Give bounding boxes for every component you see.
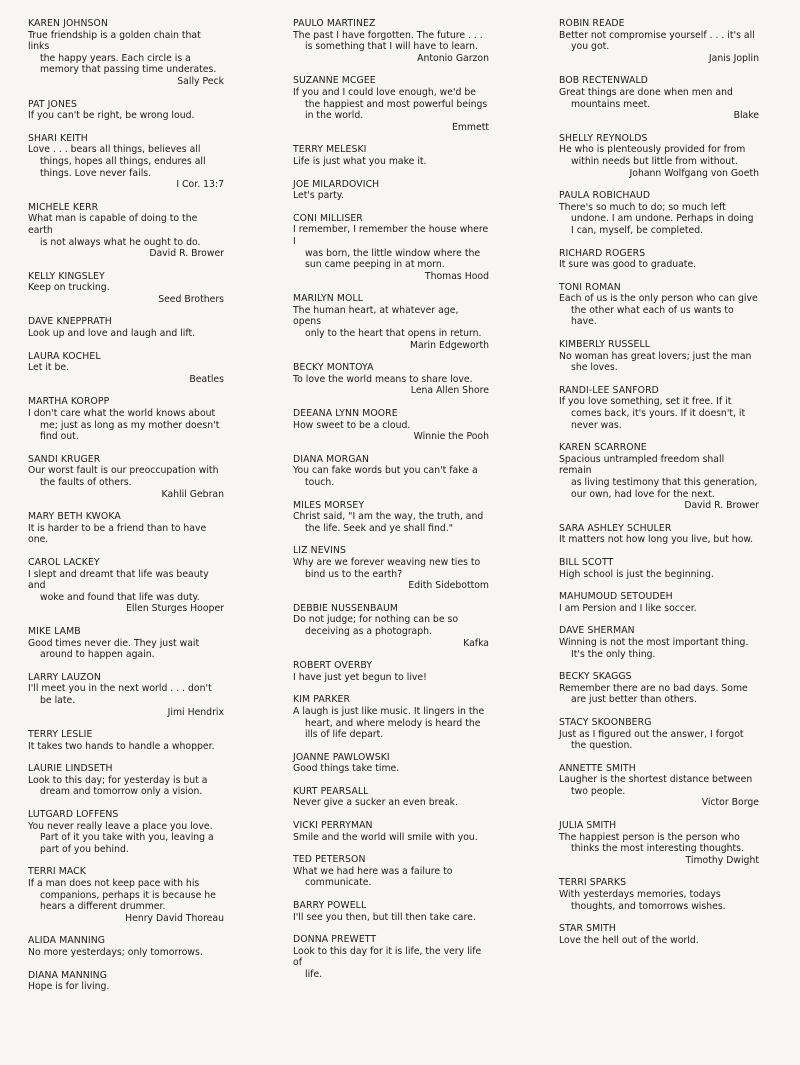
student-name: MARTHA KOROPP <box>28 396 110 408</box>
student-name: MILES MORSEY <box>293 499 365 511</box>
quote-line: Love the hell out of the world. <box>559 934 699 946</box>
student-name: ROBIN READE <box>559 18 625 29</box>
quote-entry <box>293 820 489 843</box>
quote-entry <box>293 854 489 889</box>
student-name: SHARI KEITH <box>28 132 88 144</box>
student-name: SANDI KRUGER <box>28 453 101 465</box>
quote-line: The human heart, at whatever age, opens <box>293 304 459 328</box>
student-name: CONI MILLISER <box>293 212 363 224</box>
quote-line: thoughts, and tomorrows wishes. <box>571 900 726 912</box>
quote-entry <box>293 545 489 591</box>
quote-line: It's the only thing. <box>571 648 656 660</box>
student-name: TERRY MELESKI <box>293 144 367 156</box>
student-name: ROBERT OVERBY <box>293 660 373 672</box>
quote-line: undone. I am undone. Perhaps in doing <box>571 213 754 225</box>
quote-line: comes back, it's yours. If it doesn't, it <box>571 408 746 420</box>
quote-line: Winning is not the most important thing. <box>559 636 749 648</box>
quote-entry <box>559 442 759 512</box>
quote-line: find out. <box>40 431 79 443</box>
quote-line: memory that passing time underates. <box>40 64 217 76</box>
student-name: SARA ASHLEY SCHULER <box>559 522 672 534</box>
student-name: RANDI-LEE SANFORD <box>559 384 659 396</box>
student-name: TONI ROMAN <box>559 281 621 293</box>
quote-entry <box>293 603 489 649</box>
column-1 <box>28 18 224 1004</box>
quote-line: me; just as long as my mother doesn't <box>40 419 220 431</box>
quote-author: Emmett <box>452 121 489 133</box>
student-name: DEBBIE NUSSENBAUM <box>293 602 399 614</box>
quote-entry <box>28 729 224 752</box>
student-name: MICHELE KERR <box>28 201 99 213</box>
quote-line: If you can't be right, be wrong loud. <box>28 110 195 122</box>
quote-line: The past I have forgotten. The future . . . <box>293 29 483 41</box>
quote-line: I have just yet begun to live! <box>293 671 427 683</box>
student-name: DAVE KNEPPRATH <box>28 316 112 328</box>
student-name: KELLY KINGSLEY <box>28 270 105 282</box>
quote-line: I'll meet you in the next world . . . don't <box>28 683 212 695</box>
quote-entry <box>559 190 759 236</box>
quote-entry <box>293 408 489 443</box>
quote-entry <box>28 809 224 855</box>
student-name: MARY BETH KWOKA <box>28 511 121 523</box>
student-name: BILL SCOTT <box>559 556 614 568</box>
quote-author: Beatles <box>189 373 224 385</box>
quote-line: she loves. <box>571 362 618 374</box>
quote-entry <box>28 133 224 191</box>
quote-line: If you and I could love enough, we'd be <box>293 86 476 98</box>
student-name: STAR SMITH <box>559 923 616 935</box>
quote-author: Johann Wolfgang von Goeth <box>629 167 759 179</box>
quote-line: If you love something, set it free. If it <box>559 396 732 408</box>
quote-line: sun came peeping in at morn. <box>305 259 445 271</box>
quote-line: as living testimony that this generation, <box>571 477 758 488</box>
quote-line: No woman has great lovers; just the man <box>559 350 752 362</box>
quote-entry <box>293 75 489 133</box>
quote-author: Lena Allen Shore <box>410 385 489 397</box>
quote-line: Christ said, "I am the way, the truth, and <box>293 511 484 523</box>
quote-line: is something that I will have to learn. <box>305 41 478 53</box>
quote-entry <box>293 900 489 923</box>
quote-entry <box>559 763 759 809</box>
quote-author: Victor Borge <box>701 797 759 809</box>
quote-line: is not always what he ought to do. <box>40 236 201 248</box>
quote-entry <box>28 626 224 661</box>
quote-entry <box>28 970 224 993</box>
quote-author: I Cor. 13:7 <box>176 179 224 191</box>
quote-line: The happiest person is the person who <box>559 831 740 843</box>
quote-line: Better not compromise yourself . . . it's all <box>559 29 755 41</box>
quote-line: With yesterdays memories, todays <box>559 889 721 901</box>
quote-entry <box>28 866 224 924</box>
quote-entry <box>28 18 224 88</box>
student-name: TERRI SPARKS <box>559 877 627 889</box>
student-name: DIANA MANNING <box>28 969 108 981</box>
quote-entry <box>28 202 224 260</box>
student-name: MAHUMOUD SETOUDEH <box>559 591 673 603</box>
quote-entry <box>559 591 759 614</box>
student-name: JULIA SMITH <box>559 820 617 832</box>
student-name: ANNETTE SMITH <box>559 762 636 774</box>
quote-line: heart, and where melody is heard the <box>305 717 481 729</box>
quote-entry <box>293 752 489 775</box>
quote-author: David R. Brower <box>149 248 224 260</box>
quote-author: Antonio Garzon <box>417 52 489 64</box>
quote-line: Keep on trucking. <box>28 282 110 294</box>
quote-entry <box>559 820 759 866</box>
quote-line: Part of it you take with you, leaving a <box>40 832 214 844</box>
quote-line: was born, the little window where the <box>305 247 481 259</box>
student-name: PAULO MARTINEZ <box>293 18 376 29</box>
quote-line: the happy years. Each circle is a <box>40 52 191 64</box>
quote-entry <box>559 625 759 660</box>
quote-line: Smile and the world will smile with you. <box>293 831 478 843</box>
quote-entry <box>28 763 224 798</box>
quote-line: Great things are done when men and <box>559 86 733 98</box>
quote-author: Henry David Thoreau <box>125 912 224 924</box>
quote-line: two people. <box>571 785 626 797</box>
student-name: PAT JONES <box>28 98 77 110</box>
student-name: BARRY POWELL <box>293 900 367 912</box>
student-name: CAROL LACKEY <box>28 556 100 568</box>
quote-line: I can, myself, be completed. <box>571 224 704 236</box>
quote-line: deceiving as a photograph. <box>305 625 433 637</box>
quote-line: Just as I figured out the answer, I forgot <box>559 728 744 740</box>
quote-entry <box>559 717 759 752</box>
quote-line: never was. <box>571 419 622 431</box>
student-name: PAULA ROBICHAUD <box>559 190 651 202</box>
quote-author: Kafka <box>463 637 489 649</box>
quote-author: Ellen Sturges Hooper <box>126 603 224 615</box>
quote-line: only to the heart that opens in return. <box>305 328 482 340</box>
quote-line: Let it be. <box>28 362 70 374</box>
quote-line: To love the world means to share love. <box>293 373 473 385</box>
quote-author: Edith Sidebottom <box>408 580 489 592</box>
quote-entry <box>293 18 489 64</box>
quote-entry <box>28 271 224 306</box>
student-name: DAVE SHERMAN <box>559 625 635 637</box>
quote-author: Sally Peck <box>177 75 224 87</box>
student-name: KIM PARKER <box>293 694 351 706</box>
quote-entry <box>559 923 759 946</box>
quote-line: touch. <box>305 477 335 488</box>
quote-line: have. <box>571 316 597 328</box>
quote-entry <box>293 500 489 535</box>
quote-entry <box>293 660 489 683</box>
quote-entry <box>559 523 759 546</box>
quote-line: Good things take time. <box>293 763 400 775</box>
quote-entry <box>559 877 759 912</box>
quote-line: Life is just what you make it. <box>293 155 427 167</box>
quote-author: Janis Joplin <box>708 52 759 64</box>
student-name: DIANA MORGAN <box>293 453 370 465</box>
student-name: MARILYN MOLL <box>293 293 364 305</box>
quote-entry <box>28 99 224 122</box>
quote-line: the faults of others. <box>40 477 132 488</box>
quote-line: in the world. <box>305 110 364 122</box>
quote-author: Jimi Hendrix <box>167 706 224 718</box>
student-name: LARRY LAUZON <box>28 671 101 683</box>
quote-line: I am Persion and I like soccer. <box>559 602 697 614</box>
quote-entry <box>28 935 224 958</box>
student-name: LUTGARD LOFFENS <box>28 809 119 821</box>
quote-line: You never really leave a place you love. <box>28 820 213 832</box>
quote-line: What man is capable of doing to the earth <box>28 213 198 236</box>
quote-entry <box>28 454 224 500</box>
student-name: KURT PEARSALL <box>293 785 369 797</box>
quote-line: What we had here was a failure to <box>293 865 453 877</box>
quote-line: If a man does not keep pace with his <box>28 878 200 890</box>
quote-line: our own, had love for the next. <box>571 488 715 500</box>
student-name: KAREN JOHNSON <box>28 18 109 29</box>
quote-line: things, hopes all things, endures all <box>40 155 206 167</box>
quote-entry <box>559 75 759 121</box>
quote-entry <box>293 213 489 283</box>
quote-line: mountains meet. <box>571 98 651 110</box>
quote-author: Winnie the Pooh <box>413 431 489 443</box>
quote-line: life. <box>305 969 323 980</box>
quote-line: I slept and dreamt that life was beauty and <box>28 568 209 592</box>
student-name: BECKY SKAGGS <box>559 671 632 683</box>
quote-entry <box>559 385 759 431</box>
quote-line: There's so much to do; so much left <box>559 201 726 213</box>
quote-line: Spacious untrampled freedom shall remain <box>559 453 725 477</box>
student-name: DONNA PREWETT <box>293 934 377 946</box>
quote-line: It sure was good to graduate. <box>559 259 697 271</box>
quote-line: the life. Seek and ye shall find." <box>305 522 454 534</box>
quote-line: thinks the most interesting thoughts. <box>571 843 744 855</box>
quote-line: It is harder to be a friend than to have one. <box>28 522 207 546</box>
quote-line: part of you behind. <box>40 843 129 855</box>
student-name: STACY SKOONBERG <box>559 716 652 728</box>
quote-line: Laugher is the shortest distance between <box>559 774 753 786</box>
quote-line: A laugh is just like music. It lingers in the <box>293 705 485 717</box>
quote-line: He who is plenteously provided for from <box>559 144 746 156</box>
quote-line: Each of us is the only person who can give <box>559 293 758 305</box>
quote-line: Look to this day for it is life, the very life of <box>293 945 482 969</box>
quote-line: How sweet to be a cloud. <box>293 419 411 431</box>
quote-entry <box>559 133 759 179</box>
student-name: TED PETERSON <box>293 854 366 866</box>
quote-line: woke and found that life was duty. <box>40 591 200 603</box>
student-name: LIZ NEVINS <box>293 545 347 557</box>
student-name: DEEANA LYNN MOORE <box>293 408 398 420</box>
quote-entry <box>293 786 489 809</box>
student-name: SUZANNE MCGEE <box>293 75 376 87</box>
quote-entry <box>293 144 489 167</box>
quote-line: Remember there are no bad days. Some <box>559 682 748 694</box>
student-name: TERRY LESLIE <box>28 729 93 741</box>
student-name: BECKY MONTOYA <box>293 362 374 374</box>
quote-entry <box>28 351 224 386</box>
quote-entry <box>28 511 224 546</box>
quote-entry <box>28 557 224 615</box>
quote-line: Do not judge; for nothing can be so <box>293 614 459 626</box>
quote-line: things. Love never fails. <box>40 167 152 179</box>
quote-entry <box>28 396 224 442</box>
student-name: KIMBERLY RUSSELL <box>559 339 651 351</box>
quote-line: be late. <box>40 694 76 706</box>
quote-line: are just better than others. <box>571 694 697 706</box>
quote-line: Good times never die. They just wait <box>28 637 200 649</box>
quote-author: Blake <box>733 110 759 122</box>
column-2 <box>293 18 489 992</box>
quote-line: communicate. <box>305 877 372 889</box>
quote-line: It takes two hands to handle a whopper. <box>28 740 215 752</box>
student-name: SHELLY REYNOLDS <box>559 132 648 144</box>
quote-line: the other what each of us wants to <box>571 304 734 316</box>
quote-line: the question. <box>571 740 633 752</box>
quote-line: It matters not how long you live, but how. <box>559 534 754 546</box>
quote-line: hears a different drummer. <box>40 901 166 913</box>
student-name: VICKI PERRYMAN <box>293 820 373 832</box>
quote-entry <box>559 339 759 374</box>
student-name: LAURIE LINDSETH <box>28 763 113 775</box>
student-name: KAREN SCARRONE <box>559 442 647 454</box>
quote-line: Look up and love and laugh and lift. <box>28 328 196 340</box>
quote-entry <box>559 248 759 271</box>
quote-entry <box>293 454 489 489</box>
student-name: JOE MILARDOVICH <box>293 178 380 190</box>
quote-author: Thomas Hood <box>424 270 489 282</box>
quote-line: High school is just the beginning. <box>559 568 714 580</box>
quote-entry <box>559 671 759 706</box>
quote-line: Our worst fault is our preoccupation with <box>28 465 219 477</box>
quote-entry <box>293 362 489 397</box>
quote-entry <box>559 557 759 580</box>
quote-author: Seed Brothers <box>158 293 224 305</box>
quote-entry <box>28 672 224 718</box>
quote-line: Hope is for living. <box>28 981 110 993</box>
quote-line: No more yesterdays; only tomorrows. <box>28 947 203 958</box>
quote-entry <box>559 282 759 328</box>
quote-entry <box>293 293 489 351</box>
student-name: MIKE LAMB <box>28 625 81 637</box>
quote-author: David R. Brower <box>684 500 759 512</box>
student-name: BOB RECTENWALD <box>559 75 648 87</box>
quote-line: Look to this day; for yesterday is but a <box>28 774 208 786</box>
student-name: TERRI MACK <box>28 866 86 878</box>
quote-entry <box>559 18 759 64</box>
quote-author: Kahlil Gebran <box>161 488 224 500</box>
quote-line: I remember, I remember the house where I <box>293 224 489 247</box>
student-name: RICHARD ROGERS <box>559 247 646 259</box>
quote-line: dream and tomorrow only a vision. <box>40 786 203 798</box>
quote-entry <box>293 694 489 740</box>
quote-line: around to happen again. <box>40 649 155 661</box>
quote-line: within needs but little from without. <box>571 155 738 167</box>
quote-line: bind us to the earth? <box>305 568 403 580</box>
student-name: JOANNE PAWLOWSKI <box>293 751 390 763</box>
quote-line: Love . . . bears all things, believes all <box>28 144 201 156</box>
quote-line: the happiest and most powerful beings <box>305 98 488 110</box>
quote-line: Let's party. <box>293 190 344 202</box>
quote-line: you got. <box>571 41 610 53</box>
column-3 <box>559 18 759 957</box>
quote-line: You can fake words but you can't fake a <box>293 465 478 477</box>
quote-line: True friendship is a golden chain that links <box>28 29 201 53</box>
quote-author: Marin Edgeworth <box>409 339 489 351</box>
quote-entry <box>293 934 489 980</box>
quote-line: I don't care what the world knows about <box>28 408 216 420</box>
quote-line: Never give a sucker an even break. <box>293 797 458 809</box>
student-name: LAURA KOCHEL <box>28 350 101 362</box>
quote-entry <box>293 179 489 202</box>
quote-entry <box>28 316 224 339</box>
quote-line: I'll see you then, but till then take care. <box>293 911 476 923</box>
quote-line: companions, perhaps it is because he <box>40 889 216 901</box>
quote-line: ills of life depart. <box>305 729 384 741</box>
quote-author: Timothy Dwight <box>685 854 759 866</box>
quote-line: Why are we forever weaving new ties to <box>293 556 481 568</box>
student-name: ALIDA MANNING <box>28 935 106 947</box>
